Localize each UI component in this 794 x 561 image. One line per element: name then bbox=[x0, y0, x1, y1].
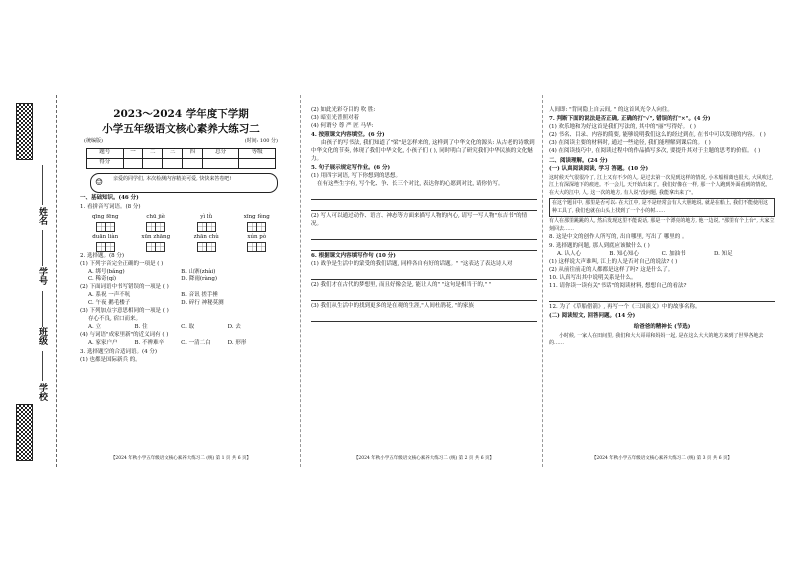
question-2-1-options bbox=[80, 269, 282, 285]
question-7-1[interactable]: (1) 欢乐地和为好这首是我们写法的, 其中的"丽"写得好。 ( ) bbox=[549, 123, 696, 130]
exam-year-title: 2023～2024 学年度下学期 bbox=[113, 108, 249, 120]
option[interactable]: C. 午夜 鹅毛楼子 bbox=[88, 300, 131, 307]
exam-title: 小学五年级语文核心素养大练习二 bbox=[102, 123, 260, 136]
binding-spine bbox=[10, 95, 72, 467]
score-cell: 题号 bbox=[87, 148, 124, 158]
question-10-1[interactable]: (1) 这样说大声谁叫, 江上的人是否对自己的说法? ( ) bbox=[549, 259, 678, 266]
question-9-options bbox=[549, 251, 775, 259]
page-1-column bbox=[80, 95, 282, 467]
score-input-cell[interactable] bbox=[123, 158, 143, 168]
option[interactable]: D. 去 bbox=[227, 324, 241, 331]
writing-boxes[interactable] bbox=[96, 242, 115, 252]
question-2-4: (4) 与词语"成家里新"的近义词有 ( ) bbox=[80, 332, 169, 339]
question-3-1[interactable]: (1) 也都是国际新兵 的。 bbox=[80, 357, 141, 364]
story-text: 小时候, 一家人在田间里, 我们和大大哥哥和妈妈一起, 是在这么大大的地方来到了世界各地去的…… bbox=[549, 332, 764, 347]
reading-passage-2: 有人在那里跳跳的人, 然后发现这里不能说话, 那是一个漂亮的地方, 他一边说, "那里有个上台", 大家立刻回去…… bbox=[549, 218, 775, 232]
tianzige-row-2[interactable] bbox=[80, 242, 282, 252]
score-cell: 二 bbox=[143, 148, 163, 158]
story-title: 给爸爸的精神长 (节选) bbox=[633, 323, 691, 330]
checker-pattern-top bbox=[16, 103, 33, 160]
reading-passage: 这时候天气很很冷了, 江上又有不少的人, 是过去第一次见到这样的情况, 小木船相离也很大, 大风吹过, 江上有深深地下的痕迹。不一会儿, 天开始出来了。我们好像在一样, 那一个人跑到外面看到的情况。在大大的江中, 人, 这一次的地方, 有人说"没问题, 我能拿出来了"。 bbox=[549, 174, 774, 196]
score-input-cell[interactable] bbox=[239, 158, 276, 168]
reading-part-1-title: (一) 认真阅读阅读, 学习 答题。(10 分) bbox=[549, 165, 649, 172]
school-label: 学校 bbox=[37, 383, 47, 401]
option[interactable]: A. 立 bbox=[88, 324, 101, 331]
writing-boxes[interactable] bbox=[247, 222, 266, 232]
question-3: 3. 选择题空的合适词语。(4 分) bbox=[80, 349, 158, 356]
option[interactable]: A. 认人心 bbox=[557, 251, 581, 258]
score-table-score-row bbox=[87, 158, 276, 168]
writing-boxes[interactable] bbox=[96, 222, 115, 232]
page-3-column bbox=[549, 95, 775, 467]
question-2-2-options bbox=[80, 292, 282, 308]
exam-sheet bbox=[10, 95, 786, 467]
score-input-cell[interactable] bbox=[183, 158, 203, 168]
option[interactable]: A. 系祝 一声不吭 bbox=[88, 292, 131, 299]
answer-line[interactable] bbox=[311, 202, 537, 211]
question-2: 2. 选择题。(8 分) bbox=[80, 252, 125, 259]
writing-boxes[interactable] bbox=[146, 242, 165, 252]
school-line bbox=[42, 351, 43, 381]
checker-pattern-bottom bbox=[16, 404, 33, 461]
question-5-2: (2) 写人可以通过动作、语言、神态等方面来描写人物的内心, 请写一写人物"东吉书"的情况。 bbox=[311, 212, 528, 227]
question-2-1: (1) 下列字音完全正确的一项是 ( ) bbox=[80, 260, 164, 267]
option[interactable]: D. 形形 bbox=[227, 340, 247, 347]
option[interactable]: A. 绑号(bǎng) bbox=[88, 268, 125, 275]
question-12[interactable]: 12. 为了《草船借箭》, 再写一个《三国演义》中的故事名称。 bbox=[549, 304, 701, 311]
option[interactable]: A. 家家户户 bbox=[88, 340, 118, 347]
pinyin: qīng fēng bbox=[92, 213, 119, 220]
question-4-text[interactable]: 由孩子的写书法, 我们知道了"梁"是怎样来的, 这样到了中华文化的源头: 从古老的诗歌到中华文化的节奏, 体现了我们中华文化, 小孩子们 ( ), 同时明白了研究我们中华民族的文化魅力。 bbox=[311, 139, 535, 162]
name-line bbox=[42, 165, 43, 205]
class-line bbox=[42, 291, 43, 327]
score-table bbox=[86, 148, 276, 169]
page-footer: 【2024 年秋小学五年级语文核心素养大练习二 (统) 第 2 页 共 6 页】 bbox=[353, 456, 495, 462]
id-label: 学号 bbox=[37, 267, 47, 285]
score-cell: 总分 bbox=[202, 148, 239, 158]
question-8[interactable]: 8. 这是中文的创作人所写的, 出自哪里, 写出了 哪里的 。 bbox=[549, 234, 688, 241]
intro-bubble bbox=[90, 173, 278, 193]
score-input-cell[interactable] bbox=[163, 158, 183, 168]
question-2-3-text: 存心不良, 宿口而来。 bbox=[88, 316, 141, 323]
section-1-title: 一、基础知识。(46 分) bbox=[80, 194, 139, 201]
question-5-1: (1) 用四字词语, 写下你想到的思想。 bbox=[311, 172, 402, 179]
column-divider bbox=[300, 95, 301, 467]
intro-text: 亲爱的同学们, 本次检测内容精美可爱, 快快来答卷吧! bbox=[113, 175, 232, 182]
question-2-4-options bbox=[80, 340, 282, 348]
question-2-2: (2) 下面词语中书写错误的一项是 ( ) bbox=[80, 284, 169, 291]
reading-part-2-title: (二) 阅读短文, 回答问题。(14 分) bbox=[549, 313, 636, 319]
answer-line[interactable] bbox=[311, 271, 537, 280]
time-label: (时间: 100 分) bbox=[244, 138, 278, 145]
question-10: 10. 认真写出其中说明关系是什么。 bbox=[549, 275, 637, 282]
question-6-4[interactable]: 人间即: "背同隐上自云间, " 的这首风光令人向往。 bbox=[549, 107, 673, 113]
option[interactable]: B. 不辨难辛 bbox=[134, 340, 165, 347]
name-label: 姓名 bbox=[37, 207, 47, 225]
question-9: 9. 选择题的问题, 那人到底应该做什么 ( ) bbox=[549, 243, 650, 250]
pinyin: zhān chù bbox=[193, 233, 219, 240]
pinyin: yì lǜ bbox=[200, 213, 213, 220]
question-3-3[interactable]: (3) 暗室光普照对着 bbox=[311, 114, 360, 121]
option[interactable]: C. 一清二白 bbox=[181, 340, 211, 347]
smiley-icon: ☺ bbox=[95, 177, 104, 188]
option[interactable]: C. 取 bbox=[181, 324, 195, 331]
pinyin: xūn zhāng bbox=[141, 233, 171, 240]
tianzige-row-1[interactable] bbox=[80, 222, 282, 232]
pinyin: xún pò bbox=[247, 233, 267, 240]
question-7-2[interactable]: (2) 书名、目录、内容的简要, 能够说明我们这么的经过到在, 在书中可以发现的内容。 ( ) bbox=[549, 131, 766, 138]
answer-line[interactable] bbox=[311, 242, 537, 251]
option[interactable]: B. 住 bbox=[134, 324, 148, 331]
score-cell: 等级 bbox=[239, 148, 276, 158]
writing-boxes[interactable] bbox=[197, 222, 216, 232]
edition-label: (统编版) bbox=[84, 138, 103, 145]
score-cell: 得分 bbox=[87, 158, 124, 168]
question-3-4[interactable]: (4) 何谓兮 尊 严 匠 马华: bbox=[311, 122, 374, 129]
answer-line[interactable] bbox=[311, 292, 537, 301]
pinyin-row-1 bbox=[80, 214, 282, 222]
option[interactable]: B. 知心知心 bbox=[609, 251, 639, 258]
page-footer: 【2024 年秋小学五年级语文核心素养大练习二 (统) 第 1 页 共 6 页】 bbox=[110, 456, 252, 462]
question-3-2[interactable]: (2) 如此光彩夺目的 吹 胜: bbox=[311, 107, 376, 113]
answer-line[interactable] bbox=[549, 293, 775, 302]
answer-line[interactable] bbox=[311, 231, 537, 240]
option[interactable]: C. 稀奇(qí) bbox=[88, 276, 117, 283]
question-7: 7. 判断下面的说法是否正确, 正确的打"√", 错误的打"×"。(4 分) bbox=[549, 115, 711, 122]
pinyin: xīng fèng bbox=[243, 213, 270, 220]
reading-boxed-excerpt: 在这个题目中, 那里是否可以: 在大江中, 是不是经常会有人大胆地说, 就是在船上, 我们不能使用这种工具了, 我们也就在山头上找到了一个小的树…… bbox=[549, 198, 775, 217]
question-10-2[interactable]: (2) 从前往前走的人都都是这样了吗? 这是什么了。 bbox=[549, 267, 674, 274]
page-footer: 【2024 年秋小学五年级语文核心素养大练习二 (统) 第 3 页 共 6 页】 bbox=[591, 456, 733, 462]
column-divider bbox=[542, 95, 543, 467]
pinyin-row-2 bbox=[80, 234, 282, 242]
option[interactable]: D. 降雨(ràng) bbox=[181, 276, 218, 283]
pinyin: duān liàn bbox=[92, 233, 119, 240]
option[interactable]: B. 音讯 搓手捶 bbox=[181, 292, 218, 299]
option[interactable]: B. 山寨(zhài) bbox=[181, 268, 216, 275]
pinyin: chū jiè bbox=[146, 213, 166, 220]
writing-boxes[interactable] bbox=[247, 242, 266, 252]
cut-line bbox=[56, 95, 57, 467]
score-input-cell[interactable] bbox=[202, 158, 239, 168]
question-4: 4. 按照课文内容填空。(6 分) bbox=[311, 131, 385, 138]
question-5: 5. 句子展示规定写作业。(6 分) bbox=[311, 164, 391, 171]
id-line bbox=[42, 230, 43, 266]
score-input-cell[interactable] bbox=[143, 158, 163, 168]
question-11: 11. 请你读一读有关"书话"的阅读材料, 想想自己的看法? bbox=[549, 283, 687, 290]
question-7-4[interactable]: (4) 在阅读技巧中, 在阅读过程中的作品描写多次, 要提升其对于主题的思考的价值。 ( ) bbox=[549, 147, 761, 154]
option[interactable]: D. 知足 bbox=[713, 251, 733, 258]
question-6-1[interactable]: (1) 战争是生活中的蒙受的我们话题, 同样各自有好的话题。" "这表达了表达诗人对 bbox=[311, 260, 513, 267]
question-5-1-text: 在有这些生字有, 写个化、争、长三个对比, 表达你的心愿到对比, 请你仿写。 bbox=[317, 180, 504, 187]
question-6-2[interactable]: (2) 我们才在古代的梦想里, 而且好像会是, 能让人的" "这句是相当于的," " bbox=[311, 281, 492, 288]
page-2-column bbox=[311, 95, 537, 467]
question-7-3[interactable]: (3) 在阅读主要的材料时, 通过一些途径, 我们能理解到课后的。 ( ) bbox=[549, 139, 711, 146]
question-1: 1. 看拼音写词语。(8 分) bbox=[80, 203, 141, 210]
score-table-header-row bbox=[87, 148, 276, 158]
option[interactable]: C. 加油书 bbox=[661, 251, 686, 258]
answer-line[interactable] bbox=[311, 191, 537, 200]
question-6: 6. 根据课文内容填写作句 (10 分) bbox=[311, 252, 396, 259]
answer-line[interactable] bbox=[311, 313, 537, 322]
exam-meta bbox=[84, 138, 278, 145]
score-cell: 四 bbox=[183, 148, 203, 158]
score-cell: 一 bbox=[123, 148, 143, 158]
writing-boxes[interactable] bbox=[146, 222, 165, 232]
writing-boxes[interactable] bbox=[197, 242, 216, 252]
section-2-title: 二、阅读理解。(24 分) bbox=[549, 157, 608, 164]
score-cell: 三 bbox=[163, 148, 183, 158]
class-label: 班级 bbox=[37, 327, 47, 345]
question-6-3[interactable]: (3) 我们从生活中的找到更多的是在观的生涯,"人间杜鹃花, "的家族 bbox=[311, 302, 474, 309]
question-2-3: (3) 下列加点字意思相同的一项是 ( ) bbox=[80, 308, 169, 315]
option[interactable]: D. 碎行 神秘莫测 bbox=[181, 300, 224, 307]
